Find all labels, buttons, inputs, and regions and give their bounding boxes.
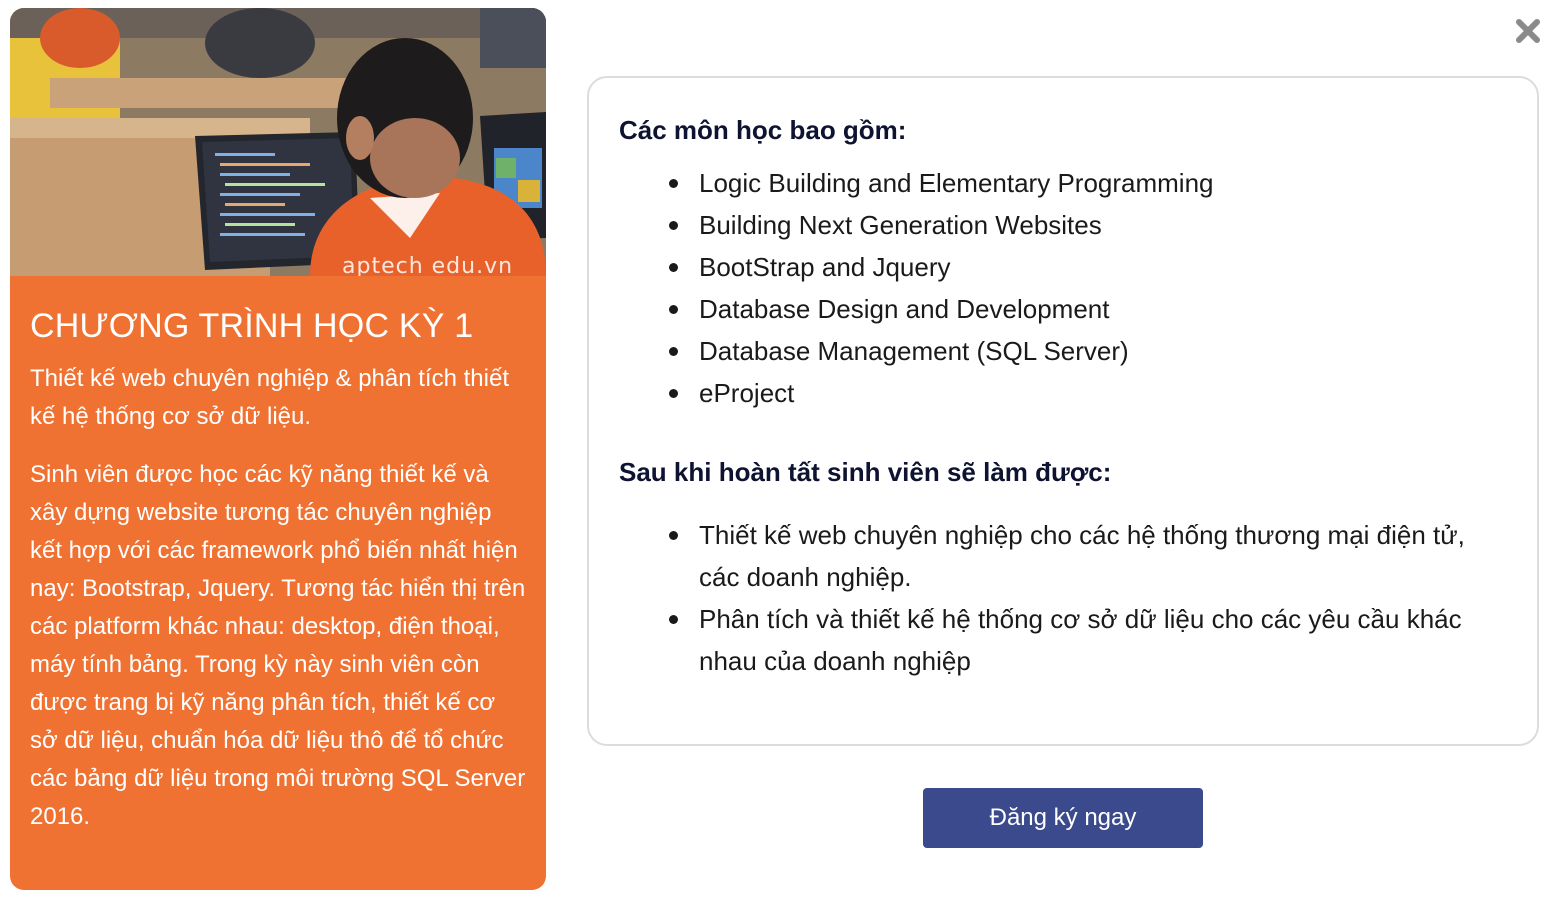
bullet-icon: [669, 389, 678, 398]
register-button[interactable]: Đăng ký ngay: [923, 788, 1203, 848]
outcome-item: [699, 514, 1507, 598]
bullet-icon: [669, 347, 678, 356]
subject-label: Database Management (SQL Server): [699, 336, 1129, 366]
course-details: [587, 76, 1539, 746]
bullet-icon: [669, 263, 678, 272]
subject-item: [699, 162, 1507, 204]
subject-label: Database Design and Development: [699, 294, 1110, 324]
subjects-heading: Các môn học bao gồm:: [619, 115, 907, 145]
card-description: Sinh viên được học các kỹ năng thiết kế và xây dựng website tương tác chuyên nghiệp kết hợp với các framework phổ biến nhất hiện nay: Bootstrap, Jquery. Tương tác hiển thị trên các platform khác nhau: desktop, điện thoại, máy tính bảng. Trong kỳ này sinh viên còn được trang bị kỹ năng phân tích, thiết kế cơ sở dữ liệu, chuẩn hóa dữ liệu thô để tổ chức các bảng dữ liệu trong môi trường SQL Server 2016.: [30, 461, 526, 830]
semester-card: [10, 8, 546, 890]
close-icon: [1513, 16, 1543, 46]
card-body: [10, 276, 546, 836]
close-button[interactable]: [1513, 16, 1543, 46]
bullet-icon: [669, 179, 678, 188]
subject-item: [699, 246, 1507, 288]
outcome-label: Thiết kế web chuyên nghiệp cho các hệ thống thương mại điện tử, các doanh nghiệp.: [699, 520, 1465, 592]
outcome-item: [699, 598, 1507, 682]
subject-item: [699, 330, 1507, 372]
photo-watermark: aptech edu.vn: [342, 254, 514, 276]
subject-item: [699, 288, 1507, 330]
subject-item: [699, 372, 1507, 414]
outcome-label: Phân tích và thiết kế hệ thống cơ sở dữ liệu cho các yêu cầu khác nhau của doanh nghiệp: [699, 604, 1462, 676]
subject-label: Building Next Generation Websites: [699, 210, 1102, 240]
classroom-photo: [10, 8, 546, 276]
outcome-list: [619, 514, 1507, 682]
subject-list: [619, 162, 1507, 414]
subject-item: [699, 204, 1507, 246]
card-subtitle: Thiết kế web chuyên nghiệp & phân tích thiết kế hệ thống cơ sở dữ liệu.: [30, 365, 509, 430]
bullet-icon: [669, 221, 678, 230]
subject-label: Logic Building and Elementary Programming: [699, 168, 1214, 198]
bullet-icon: [669, 531, 678, 540]
bullet-icon: [669, 305, 678, 314]
outcomes-heading: Sau khi hoàn tất sinh viên sẽ làm được:: [619, 457, 1112, 487]
subject-label: BootStrap and Jquery: [699, 252, 951, 282]
card-title: CHƯƠNG TRÌNH HỌC KỲ 1: [30, 307, 474, 345]
subject-label: eProject: [699, 378, 795, 408]
bullet-icon: [669, 615, 678, 624]
